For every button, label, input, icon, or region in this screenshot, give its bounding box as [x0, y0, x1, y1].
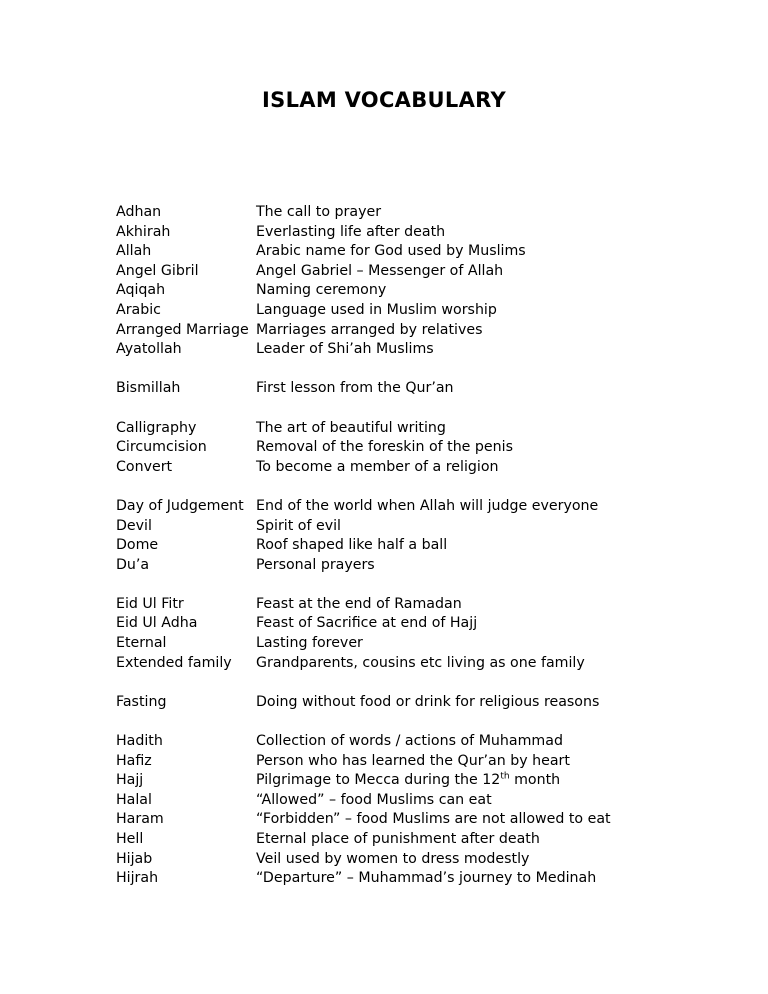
vocab-group [116, 419, 756, 478]
vocab-entry [116, 556, 756, 576]
vocab-definition [256, 830, 756, 850]
vocab-definition-text: Doing without food or drink for religious reasons [256, 693, 600, 710]
vocab-term: Aqiqah [116, 282, 166, 299]
vocab-entry [116, 850, 756, 870]
vocab-term: Fasting [116, 693, 167, 710]
vocab-entry [116, 810, 756, 830]
vocab-definition-text: “Allowed” – food Muslims can eat [256, 791, 492, 808]
vocab-definition [256, 732, 756, 752]
vocab-definition-text: Angel Gabriel – Messenger of Allah [256, 262, 504, 279]
vocab-entry [116, 242, 756, 262]
vocab-definition [256, 556, 756, 576]
vocab-entry [116, 536, 756, 556]
vocab-entry [116, 595, 756, 615]
vocab-definition [256, 517, 756, 537]
vocab-definition-text: Naming ceremony [256, 282, 387, 299]
vocab-definition-text: Lasting forever [256, 635, 363, 652]
vocab-term: Adhan [116, 204, 162, 220]
vocab-term: Du’a [116, 556, 150, 573]
vocab-entry [116, 517, 756, 537]
vocab-definition [256, 458, 756, 478]
vocab-group [116, 693, 756, 713]
vocab-definition [256, 810, 756, 830]
vocab-definition-text: Personal prayers [256, 556, 375, 573]
vocab-term: Angel Gibril [116, 262, 199, 279]
vocab-term: Halal [116, 791, 152, 808]
vocab-entry [116, 379, 756, 399]
vocab-entry [116, 301, 756, 321]
vocab-definition-text: End of the world when Allah will judge everyone [256, 497, 599, 514]
vocab-entry [116, 614, 756, 634]
vocab-definition [256, 614, 756, 634]
vocab-definition-text: Roof shaped like half a ball [256, 537, 448, 554]
vocab-definition [256, 223, 756, 243]
vocab-definition [256, 281, 756, 301]
vocab-definition [256, 301, 756, 321]
vocab-definition [256, 595, 756, 615]
vocab-entry [116, 869, 756, 889]
vocab-entry [116, 438, 756, 458]
vocabulary-list [116, 203, 756, 908]
vocab-definition [256, 242, 756, 262]
vocab-group [116, 732, 756, 889]
vocab-definition-text: Eternal place of punishment after death [256, 831, 540, 847]
vocab-term: Extended family [116, 654, 232, 671]
vocab-term: Calligraphy [116, 419, 197, 436]
vocab-term: Dome [116, 537, 159, 554]
vocab-definition-text: Pilgrimage to Mecca during the 12 [256, 772, 501, 789]
vocab-definition-text: Arabic name for God used by Muslims [256, 243, 526, 260]
vocab-definition [256, 634, 756, 654]
vocab-entry [116, 203, 756, 223]
vocab-definition [256, 340, 756, 360]
vocab-definition [256, 536, 756, 556]
vocab-definition-text: “Departure” – Muhammad’s journey to Medinah [256, 870, 597, 887]
vocab-definition [256, 321, 756, 341]
vocab-group [116, 379, 756, 399]
vocab-definition-text: Marriages arranged by relatives [256, 321, 483, 338]
vocab-definition-text: First lesson from the Qur’an [256, 380, 454, 397]
vocab-entry [116, 752, 756, 772]
vocab-term: Allah [116, 243, 152, 260]
vocab-definition-text: “Forbidden” – food Muslims are not allowed to eat [256, 811, 611, 828]
vocab-definition [256, 791, 756, 811]
ordinal-superscript: th [500, 771, 510, 782]
vocab-definition-text: The call to prayer [256, 204, 382, 220]
vocab-group [116, 203, 756, 360]
vocab-definition-text: Everlasting life after death [256, 223, 446, 240]
vocab-term: Hajj [116, 772, 144, 789]
vocab-entry [116, 791, 756, 811]
vocab-definition-text: The art of beautiful writing [256, 419, 446, 436]
vocab-definition-text: Feast of Sacrifice at end of Hajj [256, 615, 478, 632]
vocab-term: Convert [116, 458, 173, 475]
vocab-entry [116, 419, 756, 439]
vocab-definition [256, 203, 756, 223]
vocab-term: Arranged Marriage [116, 321, 249, 338]
page-title: ISLAM VOCABULARY [262, 88, 506, 112]
vocab-term: Hijab [116, 850, 153, 867]
vocab-entry [116, 321, 756, 341]
vocab-definition-text: Language used in Muslim worship [256, 301, 497, 318]
vocab-group [116, 497, 756, 575]
vocab-definition [256, 771, 756, 791]
vocab-term: Devil [116, 517, 152, 534]
vocab-entry [116, 262, 756, 282]
vocab-term: Hijrah [116, 870, 159, 887]
vocab-entry [116, 732, 756, 752]
vocab-definition-suffix: month [509, 772, 561, 789]
vocab-term: Bismillah [116, 380, 181, 397]
vocab-definition-text: Veil used by women to dress modestly [256, 850, 530, 867]
vocab-definition-text: Collection of words / actions of Muhammad [256, 733, 563, 750]
vocab-entry [116, 497, 756, 517]
vocab-entry [116, 340, 756, 360]
vocab-entry [116, 634, 756, 654]
vocab-term: Hell [116, 831, 144, 847]
vocab-entry [116, 830, 756, 850]
vocab-entry [116, 458, 756, 478]
vocab-definition-text: Feast at the end of Ramadan [256, 595, 462, 612]
vocab-definition [256, 438, 756, 458]
vocab-definition [256, 497, 756, 517]
vocab-entry [116, 654, 756, 674]
vocab-definition [256, 693, 756, 713]
vocab-term: Hafiz [116, 752, 152, 769]
vocab-definition [256, 419, 756, 439]
vocab-term: Day of Judgement [116, 497, 244, 514]
vocab-definition-text: To become a member of a religion [256, 458, 499, 475]
vocab-term: Ayatollah [116, 341, 182, 358]
vocab-term: Circumcision [116, 439, 207, 456]
vocab-definition [256, 379, 756, 399]
vocab-group [116, 595, 756, 673]
vocab-entry [116, 223, 756, 243]
vocab-term: Eid Ul Fitr [116, 595, 184, 612]
vocab-term: Eid Ul Adha [116, 615, 198, 632]
vocab-definition-text: Removal of the foreskin of the penis [256, 439, 513, 456]
vocab-term: Haram [116, 811, 164, 828]
vocab-definition-text: Grandparents, cousins etc living as one family [256, 654, 585, 671]
vocab-entry [116, 693, 756, 713]
vocab-entry [116, 771, 756, 791]
vocab-definition-text: Person who has learned the Qur’an by heart [256, 752, 570, 769]
vocab-definition [256, 654, 756, 674]
vocab-term: Akhirah [116, 223, 171, 240]
vocab-entry [116, 281, 756, 301]
vocab-term: Eternal [116, 635, 167, 652]
vocab-term: Hadith [116, 733, 163, 750]
vocab-term: Arabic [116, 301, 161, 318]
vocab-definition [256, 850, 756, 870]
vocab-definition [256, 869, 756, 889]
vocab-definition-text: Spirit of evil [256, 517, 341, 534]
vocab-definition [256, 262, 756, 282]
vocab-definition-text: Leader of Shi’ah Muslims [256, 341, 434, 358]
vocab-definition [256, 752, 756, 772]
